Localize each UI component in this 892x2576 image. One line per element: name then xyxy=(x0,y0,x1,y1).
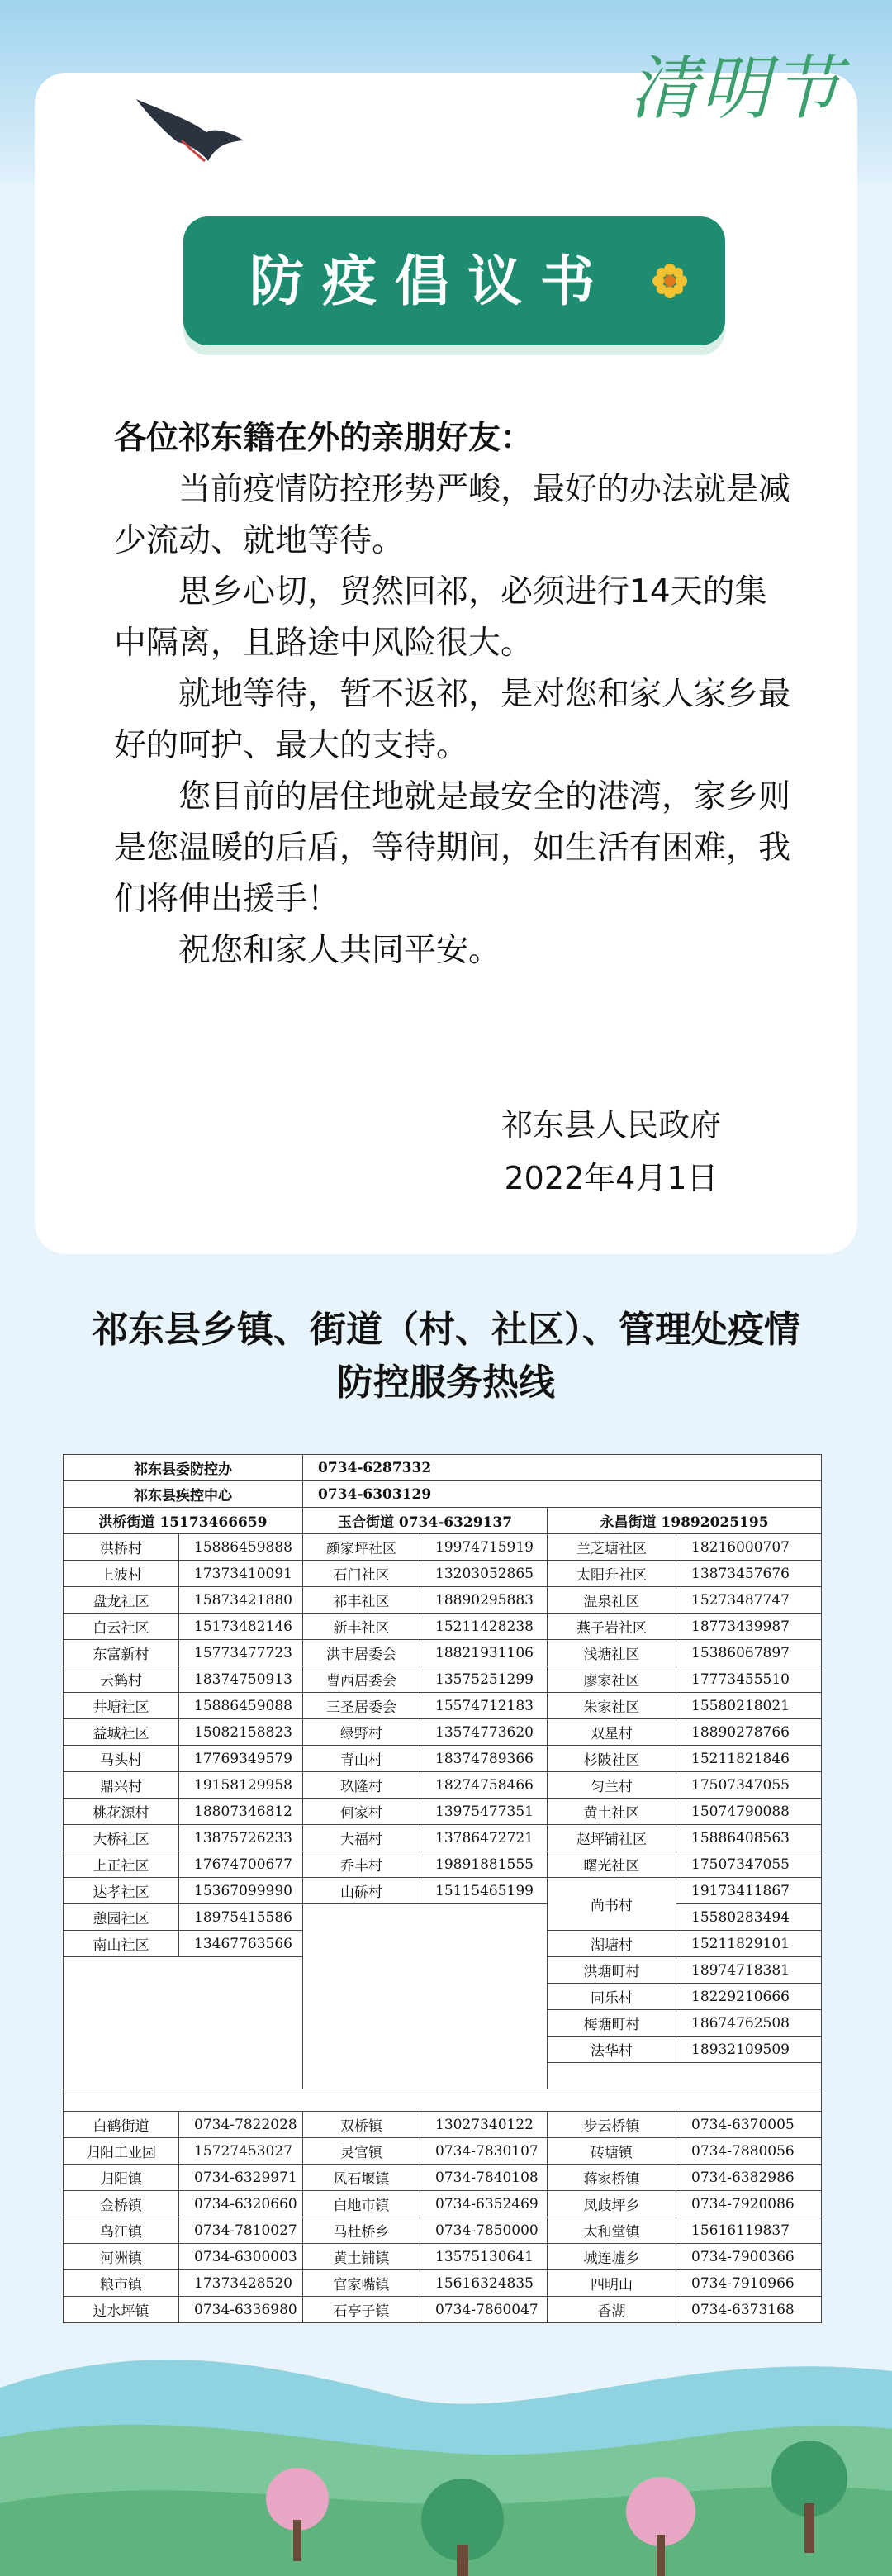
table-cell: 马杜桥乡 xyxy=(303,2217,420,2244)
letter-paragraph: 祝您和家人共同平安。 xyxy=(178,932,501,969)
table-cell: 18674762508 xyxy=(676,2010,822,2037)
table-cell: 0734-7920086 xyxy=(676,2191,822,2217)
table-cell: 15211428238 xyxy=(420,1614,548,1640)
flower-icon xyxy=(651,262,689,300)
table-row xyxy=(64,1614,822,1640)
table-cell: 18890295883 xyxy=(420,1587,548,1614)
table-row xyxy=(64,1666,822,1693)
district-name: 洪桥街道 xyxy=(98,1514,155,1531)
table-cell: 祁东县委防控办 xyxy=(64,1455,303,1481)
table-cell: 15886459088 xyxy=(179,1693,303,1719)
table-cell: 0734-7822028 xyxy=(179,2112,303,2138)
table-cell: 青山村 xyxy=(303,1746,420,1772)
table-row xyxy=(64,1455,822,1481)
table-cell: 0734-7910966 xyxy=(676,2270,822,2297)
table-cell: 凤歧坪乡 xyxy=(548,2191,676,2217)
table-cell: 17507347055 xyxy=(676,1851,822,1878)
table-cell: 赵坪铺社区 xyxy=(548,1825,676,1851)
table-row xyxy=(64,2138,822,2165)
table-row xyxy=(64,1587,822,1614)
table-cell: 0734-7830107 xyxy=(420,2138,548,2165)
table-cell: 13575251299 xyxy=(420,1666,548,1693)
table-cell: 0734-6352469 xyxy=(420,2191,548,2217)
table-row xyxy=(64,2165,822,2191)
table-cell: 砖塘镇 xyxy=(548,2138,676,2165)
district-header xyxy=(303,1508,548,1534)
letter-greeting: 各位祁东籍在外的亲朋好友： xyxy=(114,420,534,457)
letter-body xyxy=(114,413,791,977)
table-cell: 石亭子镇 xyxy=(303,2297,420,2323)
table-cell: 15367099990 xyxy=(179,1878,303,1904)
table-row xyxy=(64,1719,822,1746)
signature-org: 祁东县人民政府 xyxy=(501,1107,721,1143)
table-row xyxy=(64,1640,822,1666)
table-cell: 盘龙社区 xyxy=(64,1587,179,1614)
table-cell: 匀兰村 xyxy=(548,1772,676,1799)
table-cell: 鸟江镇 xyxy=(64,2217,179,2244)
table-cell: 15580283494 xyxy=(676,1904,822,1931)
table-cell: 东富新村 xyxy=(64,1640,179,1666)
table-row xyxy=(64,2089,822,2112)
table-cell: 0734-6300003 xyxy=(179,2244,303,2270)
hotline-table xyxy=(63,1454,822,2323)
table-cell: 0734-6320660 xyxy=(179,2191,303,2217)
table-cell: 白地市镇 xyxy=(303,2191,420,2217)
table-cell: 河洲镇 xyxy=(64,2244,179,2270)
table-cell: 18932109509 xyxy=(676,2037,822,2063)
table-cell: 15727453027 xyxy=(179,2138,303,2165)
table-cell: 18374789366 xyxy=(420,1746,548,1772)
table-row xyxy=(64,1508,822,1534)
table-cell: 洪桥村 xyxy=(64,1534,179,1561)
table-cell: 19173411867 xyxy=(676,1878,822,1904)
table-cell: 0734-6382986 xyxy=(676,2165,822,2191)
table-row xyxy=(64,1851,822,1878)
table-cell: 15873421880 xyxy=(179,1587,303,1614)
table-cell: 18216000707 xyxy=(676,1534,822,1561)
table-cell: 0734-7860047 xyxy=(420,2297,548,2323)
table-cell: 18974718381 xyxy=(676,1957,822,1984)
table-cell: 19891881555 xyxy=(420,1851,548,1878)
table-cell: 颜家坪社区 xyxy=(303,1534,420,1561)
table-cell: 祁丰社区 xyxy=(303,1587,420,1614)
table-row xyxy=(64,1746,822,1772)
table-cell: 杉陂社区 xyxy=(548,1746,676,1772)
table-cell: 山硚村 xyxy=(303,1878,420,1904)
table-cell: 13027340122 xyxy=(420,2112,548,2138)
table-cell: 13875726233 xyxy=(179,1825,303,1851)
table-cell: 17507347055 xyxy=(676,1772,822,1799)
table-cell: 何家村 xyxy=(303,1799,420,1825)
table-cell: 归阳镇 xyxy=(64,2165,179,2191)
district-name: 永昌街道 xyxy=(600,1514,657,1531)
table-cell: 蒋家桥镇 xyxy=(548,2165,676,2191)
table-cell: 燕子岩社区 xyxy=(548,1614,676,1640)
table-cell: 香湖 xyxy=(548,2297,676,2323)
table-cell: 0734-6287332 xyxy=(303,1455,822,1481)
table-cell: 朱家社区 xyxy=(548,1693,676,1719)
table-cell: 15211821846 xyxy=(676,1746,822,1772)
table-cell: 13467763566 xyxy=(179,1931,303,1957)
hotline-table-wrap xyxy=(63,1454,821,2323)
letter-paragraph: 您目前的居住地就是最安全的港湾，家乡则是您温暖的后盾，等待期间，如生活有困难，我们将伸出援手！ xyxy=(114,778,791,918)
district-phone: 15173466659 xyxy=(159,1514,268,1531)
table-cell: 0734-7840108 xyxy=(420,2165,548,2191)
table-cell-empty xyxy=(548,2063,822,2089)
table-cell: 18274758466 xyxy=(420,1772,548,1799)
table-cell: 太和堂镇 xyxy=(548,2217,676,2244)
signature xyxy=(463,1099,760,1205)
table-cell: 曹西居委会 xyxy=(303,1666,420,1693)
table-cell: 0734-7850000 xyxy=(420,2217,548,2244)
table-cell: 洪塘町村 xyxy=(548,1957,676,1984)
table-cell: 同乐村 xyxy=(548,1984,676,2010)
table-cell: 15773477723 xyxy=(179,1640,303,1666)
table-cell: 双星村 xyxy=(548,1719,676,1746)
table-row xyxy=(64,1825,822,1851)
table-cell: 憩园社区 xyxy=(64,1904,179,1931)
table-cell: 13574773620 xyxy=(420,1719,548,1746)
letter-paragraph: 当前疫情防控形势严峻，最好的办法就是减少流动、就地等待。 xyxy=(114,471,791,559)
table-cell: 太阳升社区 xyxy=(548,1561,676,1587)
table-cell: 13873457676 xyxy=(676,1561,822,1587)
table-cell: 白云社区 xyxy=(64,1614,179,1640)
table-cell: 新丰社区 xyxy=(303,1614,420,1640)
hotline-title xyxy=(50,1304,842,1409)
table-cell-empty xyxy=(303,1904,548,2089)
district-header xyxy=(548,1508,822,1534)
table-cell: 0734-7810027 xyxy=(179,2217,303,2244)
table-cell: 黄土铺镇 xyxy=(303,2244,420,2270)
banner-title: 防疫倡议书 xyxy=(249,249,613,313)
table-cell: 白鹤街道 xyxy=(64,2112,179,2138)
table-cell: 曙光社区 xyxy=(548,1851,676,1878)
table-cell: 15580218021 xyxy=(676,1693,822,1719)
table-cell: 19158129958 xyxy=(179,1772,303,1799)
table-cell: 18773439987 xyxy=(676,1614,822,1640)
table-row xyxy=(64,1481,822,1508)
table-cell: 15074790088 xyxy=(676,1799,822,1825)
table-cell: 15386067897 xyxy=(676,1640,822,1666)
table-row xyxy=(64,2270,822,2297)
table-cell: 0734-6303129 xyxy=(303,1481,822,1508)
table-cell: 15115465199 xyxy=(420,1878,548,1904)
table-cell: 黄土社区 xyxy=(548,1799,676,1825)
table-cell: 15886459888 xyxy=(179,1534,303,1561)
table-cell: 17373410091 xyxy=(179,1561,303,1587)
table-row xyxy=(64,2217,822,2244)
table-cell: 15273487747 xyxy=(676,1587,822,1614)
table-cell: 兰芝塘社区 xyxy=(548,1534,676,1561)
table-cell: 廖家社区 xyxy=(548,1666,676,1693)
table-cell: 上正社区 xyxy=(64,1851,179,1878)
table-cell: 双桥镇 xyxy=(303,2112,420,2138)
table-row xyxy=(64,1904,822,1931)
table-cell: 17769349579 xyxy=(179,1746,303,1772)
table-cell: 益城社区 xyxy=(64,1719,179,1746)
table-row xyxy=(64,1561,822,1587)
table-cell: 0734-6370005 xyxy=(676,2112,822,2138)
table-cell: 云鹤村 xyxy=(64,1666,179,1693)
table-cell: 15886408563 xyxy=(676,1825,822,1851)
table-cell: 鼎兴村 xyxy=(64,1772,179,1799)
table-cell: 17674700677 xyxy=(179,1851,303,1878)
table-cell: 大桥社区 xyxy=(64,1825,179,1851)
swallow-icon xyxy=(132,83,248,173)
district-phone: 0734-6329137 xyxy=(398,1514,513,1531)
district-header xyxy=(64,1508,303,1534)
table-cell: 15211829101 xyxy=(676,1931,822,1957)
table-cell: 18975415586 xyxy=(179,1904,303,1931)
table-cell: 步云桥镇 xyxy=(548,2112,676,2138)
hotline-title-line1: 祁东县乡镇、街道（村、社区）、管理处疫情 xyxy=(92,1309,800,1351)
table-cell: 归阳工业园 xyxy=(64,2138,179,2165)
letter-paragraph: 思乡心切，贸然回祁，必须进行14天的集中隔离，且路途中风险很大。 xyxy=(114,573,767,662)
table-cell: 18890278766 xyxy=(676,1719,822,1746)
hotline-title-line2: 防控服务热线 xyxy=(337,1362,555,1404)
table-row xyxy=(64,2112,822,2138)
table-cell: 粮市镇 xyxy=(64,2270,179,2297)
table-cell: 洪丰居委会 xyxy=(303,1640,420,1666)
table-cell: 0734-6329971 xyxy=(179,2165,303,2191)
table-cell: 浅塘社区 xyxy=(548,1640,676,1666)
table-cell: 0734-7880056 xyxy=(676,2138,822,2165)
landscape-illustration xyxy=(0,2313,892,2576)
table-row xyxy=(64,1878,822,1904)
table-cell: 城连墟乡 xyxy=(548,2244,676,2270)
table-row xyxy=(64,1772,822,1799)
table-cell: 官家嘴镇 xyxy=(303,2270,420,2297)
signature-date: 2022年4月1日 xyxy=(504,1160,719,1196)
table-cell: 0734-6336980 xyxy=(179,2297,303,2323)
table-cell: 0734-7900366 xyxy=(676,2244,822,2270)
table-cell: 18374750913 xyxy=(179,1666,303,1693)
title-banner xyxy=(183,216,725,345)
letter-paragraph: 就地等待，暂不返祁，是对您和家人家乡最好的呵护、最大的支持。 xyxy=(114,676,791,764)
district-phone: 19892025195 xyxy=(661,1514,769,1531)
table-cell: 井塘社区 xyxy=(64,1693,179,1719)
table-cell: 石门社区 xyxy=(303,1561,420,1587)
table-cell: 三圣居委会 xyxy=(303,1693,420,1719)
table-cell: 桃花源村 xyxy=(64,1799,179,1825)
festival-title: 清明节 xyxy=(629,48,842,129)
table-cell: 祁东县疾控中心 xyxy=(64,1481,303,1508)
table-cell: 乔丰村 xyxy=(303,1851,420,1878)
table-cell: 灵官镇 xyxy=(303,2138,420,2165)
table-cell: 17373428520 xyxy=(179,2270,303,2297)
table-cell: 0734-6373168 xyxy=(676,2297,822,2323)
table-cell: 过水坪镇 xyxy=(64,2297,179,2323)
table-cell: 马头村 xyxy=(64,1746,179,1772)
table-cell: 达孝社区 xyxy=(64,1878,179,1904)
table-cell: 四明山 xyxy=(548,2270,676,2297)
table-cell: 大福村 xyxy=(303,1825,420,1851)
table-cell: 上波村 xyxy=(64,1561,179,1587)
table-cell: 13203052865 xyxy=(420,1561,548,1587)
table-cell: 15574712183 xyxy=(420,1693,548,1719)
table-row xyxy=(64,2244,822,2270)
table-cell: 15082158823 xyxy=(179,1719,303,1746)
table-row xyxy=(64,2191,822,2217)
table-cell-empty xyxy=(64,1957,303,2089)
table-cell: 13975477351 xyxy=(420,1799,548,1825)
table-cell: 18807346812 xyxy=(179,1799,303,1825)
district-name: 玉合街道 xyxy=(337,1514,394,1531)
table-row xyxy=(64,1534,822,1561)
table-cell: 绿野村 xyxy=(303,1719,420,1746)
table-cell: 尚书村 xyxy=(548,1878,676,1931)
table-cell: 南山社区 xyxy=(64,1931,179,1957)
table-cell: 湖塘村 xyxy=(548,1931,676,1957)
table-row xyxy=(64,1799,822,1825)
table-cell: 18821931106 xyxy=(420,1640,548,1666)
table-cell: 风石堰镇 xyxy=(303,2165,420,2191)
table-cell: 玖隆村 xyxy=(303,1772,420,1799)
table-cell: 18229210666 xyxy=(676,1984,822,2010)
table-cell: 17773455510 xyxy=(676,1666,822,1693)
table-cell: 15616324835 xyxy=(420,2270,548,2297)
table-cell: 法华村 xyxy=(548,2037,676,2063)
table-cell: 金桥镇 xyxy=(64,2191,179,2217)
table-cell: 温泉社区 xyxy=(548,1587,676,1614)
table-cell: 15173482146 xyxy=(179,1614,303,1640)
table-cell: 13786472721 xyxy=(420,1825,548,1851)
table-cell: 19974715919 xyxy=(420,1534,548,1561)
table-cell: 15616119837 xyxy=(676,2217,822,2244)
table-row xyxy=(64,1693,822,1719)
table-cell: 梅塘町村 xyxy=(548,2010,676,2037)
table-cell-empty xyxy=(64,2089,822,2112)
table-cell: 13575130641 xyxy=(420,2244,548,2270)
